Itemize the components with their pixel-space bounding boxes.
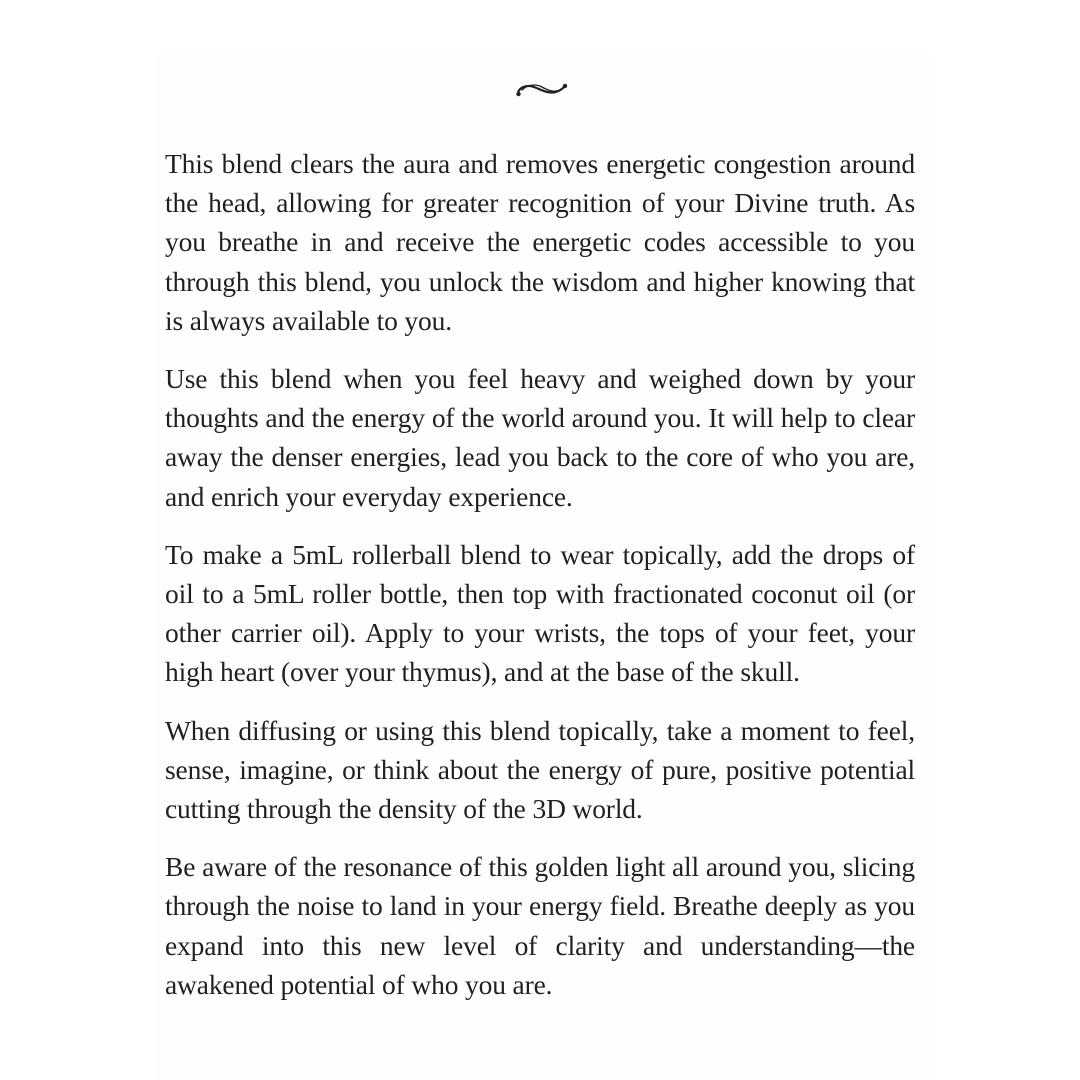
paragraph-rollerball-instructions: To make a 5mL rollerball blend to wear topically, add the drops of oil to a 5mL roller bottle, then top with fractionated coconut oil (or other carrier oil). Apply to your wrists, the tops of your feet, your high heart (over your thymus), and at the base of the skull. [165,538,915,688]
paragraph-aura-clearing: This blend clears the aura and removes energetic congestion around the head, allowing for greater recognition of your Divine truth. As you breathe in and receive the energetic codes accessible to you through this blend, you unlock the wisdom and higher knowing that is always available to you. [165,148,915,336]
paragraph-diffusing: When diffusing or using this blend topically, take a moment to feel, sense, imagine, or think about the energy of pure, positive potential cutting through the density of the 3D world. [165,714,915,825]
swash-ornament-icon [512,74,572,102]
paragraph-golden-light: Be aware of the resonance of this golden light all around you, slicing through the noise to land in your energy field. Breathe deeply as you expand into this new level of clarity and understanding—the awakened potential of who you are. [165,851,915,1000]
paragraph-when-to-use: Use this blend when you feel heavy and weighed down by your thoughts and the energy of the world around you. It will help to clear away the denser energies, lead you back to the core of who you are, and enrich your everyday experience. [165,363,915,512]
book-page [155,52,932,1080]
body-text [165,144,915,1023]
